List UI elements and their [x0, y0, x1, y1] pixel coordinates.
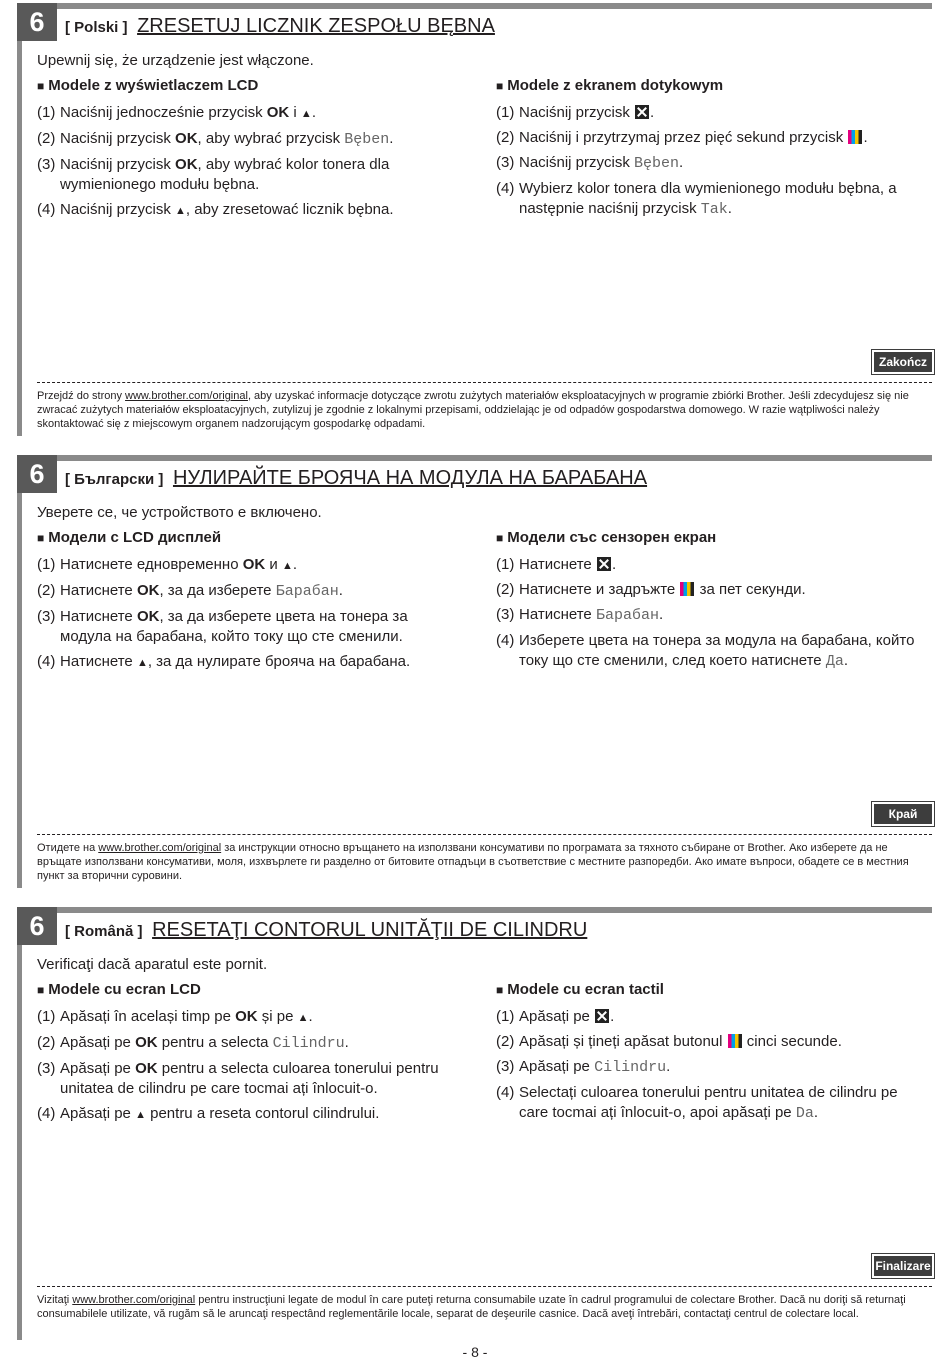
touch-step: (3) Naciśnij przycisk Bęben. — [496, 154, 684, 172]
brother-link[interactable]: www.brother.com/original — [125, 390, 248, 402]
lcd-models-heading: ■ Modele z wyświetlaczem LCD — [37, 77, 259, 94]
brother-link[interactable]: www.brother.com/original — [98, 842, 222, 854]
lcd-step: (4) Naciśnij przycisk ▲, aby zresetować licznik bębna. — [37, 201, 394, 218]
up-arrow-icon: ▲ — [281, 560, 293, 572]
cancel-x-icon — [635, 105, 649, 119]
page-number: - 8 - — [462, 1344, 488, 1360]
touch-step: (3) Apăsați pe Cilindru. — [496, 1058, 671, 1076]
language-label: [ Български ] — [65, 471, 164, 488]
section-title — [65, 15, 495, 38]
bullet-square-icon: ■ — [37, 983, 45, 997]
bullet-square-icon: ■ — [37, 531, 45, 545]
touchscreen-models-heading: ■ Модели със сензорен екран — [496, 529, 717, 546]
touch-step: (1) Naciśnij przycisk . — [496, 104, 655, 121]
bullet-square-icon: ■ — [496, 983, 504, 997]
cancel-x-icon — [597, 557, 611, 571]
toner-icon — [848, 130, 862, 144]
step-number-badge: 6 — [17, 3, 57, 41]
touch-step: (2) Apăsați și țineți apăsat butonul cinci secunde. — [496, 1033, 842, 1050]
touch-step: (2) Натиснете и задръжте за пет секунди. — [496, 581, 806, 598]
footer-note: Отидете на www.brother.com/original за инструкции относно връщането на използвани консумативи по програмата за тяхното събиране от Brother. Ако изберете да не връщате използвани консумативи, моля, изхвърлете ги разделно от битовите отпадъци в съответствие с местните разпоредби. Ако имате въпроси, обадете се в местния пункт за вторични суровини. — [37, 842, 909, 882]
up-arrow-icon: ▲ — [175, 205, 186, 217]
title-text: НУЛИРАЙТЕ БРОЯЧА НА МОДУЛА НА БАРАБАНА — [172, 467, 648, 489]
lcd-models-heading: ■ Modele cu ecran LCD — [37, 981, 201, 998]
footer-note: Przejdź do strony www.brother.com/original, aby uzyskać informacje dotyczące zwrotu zużytych materiałów eksploatacyjnych w programie zbiórki Brother. Jeśli zdecydujesz się nie zwracać zużytych materiałów eksploatacyjnych, zutylizuj je zgodnie z lokalnymi przepisami, oddzielając je od odpadów gospodarstwa domowego. W razie wątpliwości należy skontaktować się z miejscowym organem nadzorującym gospodarkę odpadami. — [37, 390, 909, 430]
touchscreen-models-column — [496, 528, 916, 677]
section-side-bar — [17, 455, 22, 888]
dashed-divider — [37, 834, 932, 835]
section-side-bar — [17, 3, 22, 436]
footer-note: Vizitaţi www.brother.com/original pentru instrucţiuni legate de modul în care puteţi returna consumabile uzate în cadrul programului de colectare Brother. Dacă nu doriţi să returnaţi consumabilele utilizate, vă rugăm să le aruncaţi respectând reglementările locale, separat de deşeurile casnice. Dacă aveţi întrebări, contactaţi centrul de colectare local. — [37, 1294, 906, 1320]
lcd-step: (2) Натиснете OK, за да изберете Барабан. — [37, 582, 343, 600]
touch-step: (1) Apăsați pe . — [496, 1008, 615, 1025]
section-romanian — [17, 907, 932, 1340]
section-polish — [17, 3, 932, 436]
up-arrow-icon: ▲ — [135, 1109, 146, 1121]
bullet-square-icon: ■ — [496, 531, 504, 545]
up-arrow-icon: ▲ — [136, 657, 148, 669]
lcd-models-column — [37, 980, 457, 1130]
bullet-square-icon: ■ — [496, 79, 504, 93]
touch-step: (4) Wybierz kolor tonera dla wymienionego modułu bębna, a następnie naciśnij przycisk Tak. — [496, 180, 897, 218]
title-text: RESETAŢI CONTORUL UNITĂŢII DE CILINDRU — [152, 919, 588, 941]
lcd-step: (2) Naciśnij przycisk OK, aby wybrać przycisk Bęben. — [37, 130, 394, 148]
intro-text: Verificaţi dacă aparatul este pornit. — [37, 956, 268, 973]
finish-button[interactable]: Край — [872, 802, 934, 826]
touch-step: (3) Натиснете Барабан. — [496, 606, 664, 624]
lcd-step: (2) Apăsați pe OK pentru a selecta Cilindru. — [37, 1034, 349, 1052]
step-number-badge: 6 — [17, 455, 57, 493]
lcd-models-column — [37, 76, 457, 226]
section-bulgarian — [17, 455, 932, 888]
lcd-step: (4) Apăsați pe ▲ pentru a reseta contorul cilindrului. — [37, 1105, 380, 1122]
section-side-bar — [17, 907, 22, 1340]
lcd-step: (1) Naciśnij jednocześnie przycisk OK i ▲. — [37, 104, 316, 121]
touch-step: (4) Selectați culoarea tonerului pentru unitatea de cilindru pe care tocmai ați înlocuit-o, apoi apăsați pe Da. — [496, 1084, 898, 1122]
touch-step: (4) Изберете цвета на тонера за модула на барабана, който току що сте сменили, след което натиснете Да. — [496, 632, 915, 670]
toner-icon — [680, 582, 694, 596]
finish-button[interactable]: Zakończ — [872, 350, 934, 374]
finish-button[interactable]: Finalizare — [872, 1254, 934, 1278]
lcd-step: (1) Натиснете едновременно OK и ▲. — [37, 556, 297, 573]
toner-icon — [728, 1034, 742, 1048]
language-label: [ Polski ] — [65, 19, 128, 36]
section-top-bar — [17, 455, 932, 461]
intro-text: Уверете се, че устройството е включено. — [37, 504, 322, 521]
language-label: [ Română ] — [65, 923, 143, 940]
lcd-models-column — [37, 528, 457, 678]
dashed-divider — [37, 382, 932, 383]
intro-text: Upewnij się, że urządzenie jest włączone. — [37, 52, 314, 69]
touchscreen-models-column — [496, 76, 916, 225]
lcd-step: (3) Naciśnij przycisk OK, aby wybrać kolor tonera dla wymienionego modułu bębna. — [37, 156, 390, 193]
dashed-divider — [37, 1286, 932, 1287]
touchscreen-models-column — [496, 980, 916, 1129]
cancel-x-icon — [595, 1009, 609, 1023]
lcd-step: (1) Apăsați în același timp pe OK și pe ▲. — [37, 1008, 313, 1025]
section-title — [65, 467, 647, 490]
lcd-step: (3) Apăsați pe OK pentru a selecta culoarea tonerului pentru unitatea de cilindru pe care tocmai ați înlocuit-o. — [37, 1060, 439, 1097]
section-top-bar — [17, 3, 932, 9]
step-number-badge: 6 — [17, 907, 57, 945]
lcd-step: (4) Натиснете ▲, за да нулирате брояча на барабана. — [37, 653, 411, 670]
lcd-step: (3) Натиснете OK, за да изберете цвета на тонера за модула на барабана, който току що сте сменили. — [37, 608, 408, 645]
section-top-bar — [17, 907, 932, 913]
section-title — [65, 919, 587, 942]
touch-step: (1) Натиснете . — [496, 556, 617, 573]
brother-link[interactable]: www.brother.com/original — [72, 1294, 196, 1306]
bullet-square-icon: ■ — [37, 79, 45, 93]
title-text: ZRESETUJ LICZNIK ZESPOŁU BĘBNA — [137, 15, 495, 37]
touch-step: (2) Naciśnij i przytrzymaj przez pięć sekund przycisk . — [496, 129, 868, 146]
up-arrow-icon: ▲ — [297, 1012, 309, 1024]
lcd-models-heading: ■ Модели с LCD дисплей — [37, 529, 222, 546]
touchscreen-models-heading: ■ Modele cu ecran tactil — [496, 981, 664, 998]
up-arrow-icon: ▲ — [300, 108, 312, 120]
touchscreen-models-heading: ■ Modele z ekranem dotykowym — [496, 77, 724, 94]
